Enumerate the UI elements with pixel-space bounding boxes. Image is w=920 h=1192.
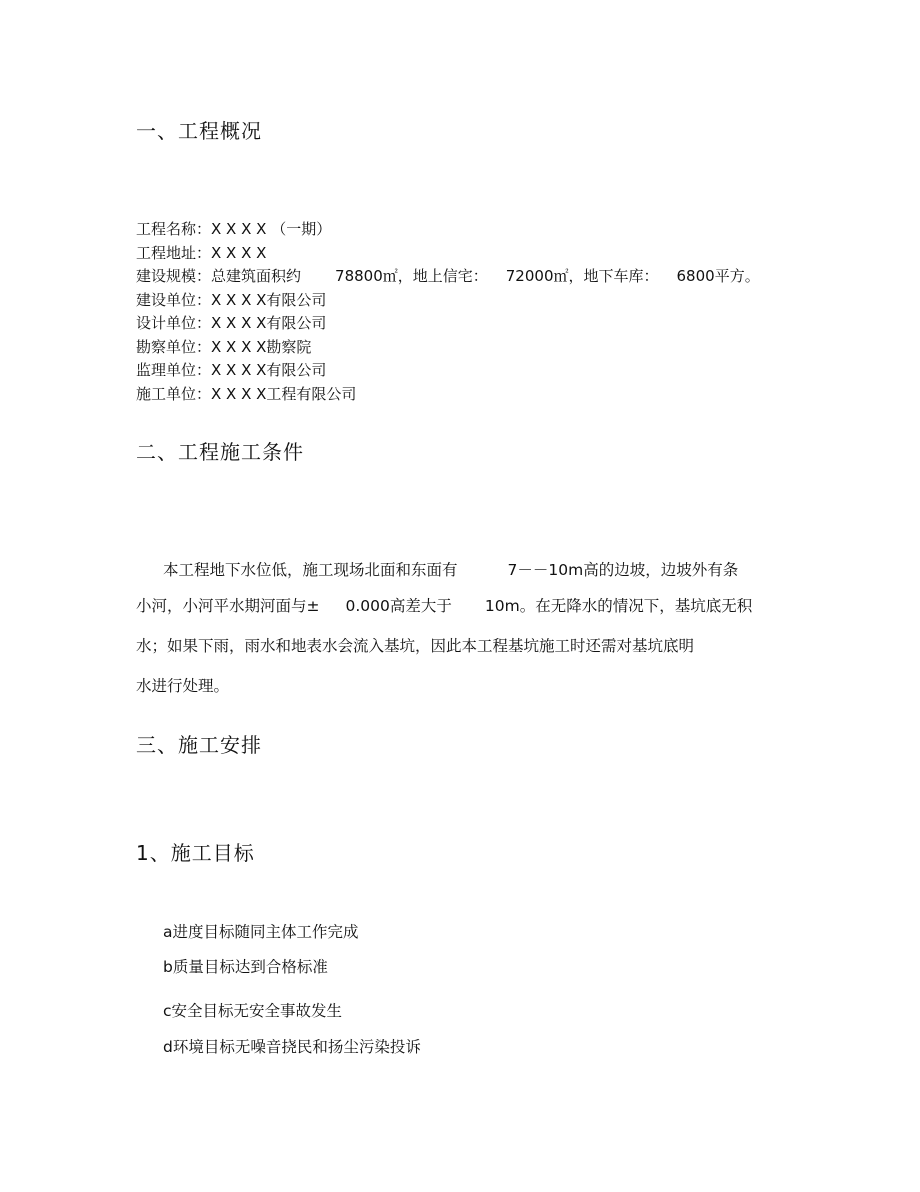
conditions-line-3: 水；如果下雨，雨水和地表水会流入基坑，因此本工程基坑施工时还需对基坑底明 (136, 637, 695, 655)
conditions-line-2a: 小河，小河平水期河面与± (136, 597, 320, 615)
section-3-sub-1-title: 1、施工目标 (136, 841, 255, 865)
info-supervisor-label: 监理单位： (136, 361, 212, 379)
info-address-value: X X X X (211, 243, 267, 262)
info-address-row (136, 242, 760, 266)
goal-item-environment: d环境目标无噪音挠民和扬尘污染投诉 (163, 1038, 421, 1056)
info-survey-label: 勘察单位： (136, 337, 212, 356)
info-scale-row (136, 265, 760, 289)
info-survey-value: X X X X勘察院 (211, 337, 312, 356)
section-3-title: 三、施工安排 (136, 733, 262, 757)
info-builder-label: 建设单位： (136, 290, 212, 309)
info-supervisor-value: X X X X有限公司 (211, 361, 327, 379)
info-name-row (136, 218, 760, 242)
info-designer-row (136, 312, 760, 336)
conditions-line-4: 水进行处理。 (136, 677, 230, 695)
info-scale-above-area: 72000 (505, 267, 554, 285)
info-scale-garage-area: 6800 (676, 267, 715, 285)
info-designer-label: 设计单位： (136, 314, 212, 332)
info-scale-part3: ㎡，地下车库： (553, 267, 659, 285)
info-scale-part1: 总建筑面积约 (211, 267, 302, 285)
info-supervisor-row (136, 359, 760, 383)
conditions-line-1a: 本工程地下水位低，施工现场北面和东面有 (163, 561, 458, 579)
conditions-line-2c: 10m。在无降水的情况下，基坑底无积 (484, 597, 753, 615)
section-1-title: 一、工程概况 (136, 119, 262, 143)
info-contractor-value: X X X X工程有限公司 (211, 384, 357, 403)
conditions-line-2 (136, 594, 752, 616)
info-scale-label: 建设规模： (136, 267, 212, 285)
goal-item-schedule: a进度目标随同主体工作完成 (163, 923, 359, 941)
goal-item-quality: b质量目标达到合格标准 (163, 958, 328, 976)
info-builder-value: X X X X有限公司 (211, 290, 327, 309)
info-name-label: 工程名称： (136, 220, 212, 238)
info-contractor-row (136, 383, 760, 407)
info-survey-row (136, 336, 760, 360)
info-address-label: 工程地址： (136, 243, 212, 262)
info-contractor-label: 施工单位： (136, 384, 212, 403)
info-scale-part2: ㎡，地上信宅： (382, 267, 488, 285)
goal-item-safety: c安全目标无安全事故发生 (163, 1002, 343, 1020)
info-scale-total-area: 78800 (335, 267, 383, 285)
section-2-title: 二、工程施工条件 (136, 440, 304, 464)
info-designer-value: X X X X有限公司 (211, 314, 327, 332)
info-builder-row (136, 289, 760, 313)
info-name-value: X X X X （一期） (211, 220, 332, 238)
conditions-line-2b: 0.000高差大于 (345, 597, 452, 615)
conditions-line-1 (163, 558, 738, 580)
conditions-line-1b: 7－－10m高的边坡，边坡外有条 (507, 561, 739, 579)
info-scale-part4: 平方。 (714, 267, 760, 285)
project-info (136, 218, 760, 406)
